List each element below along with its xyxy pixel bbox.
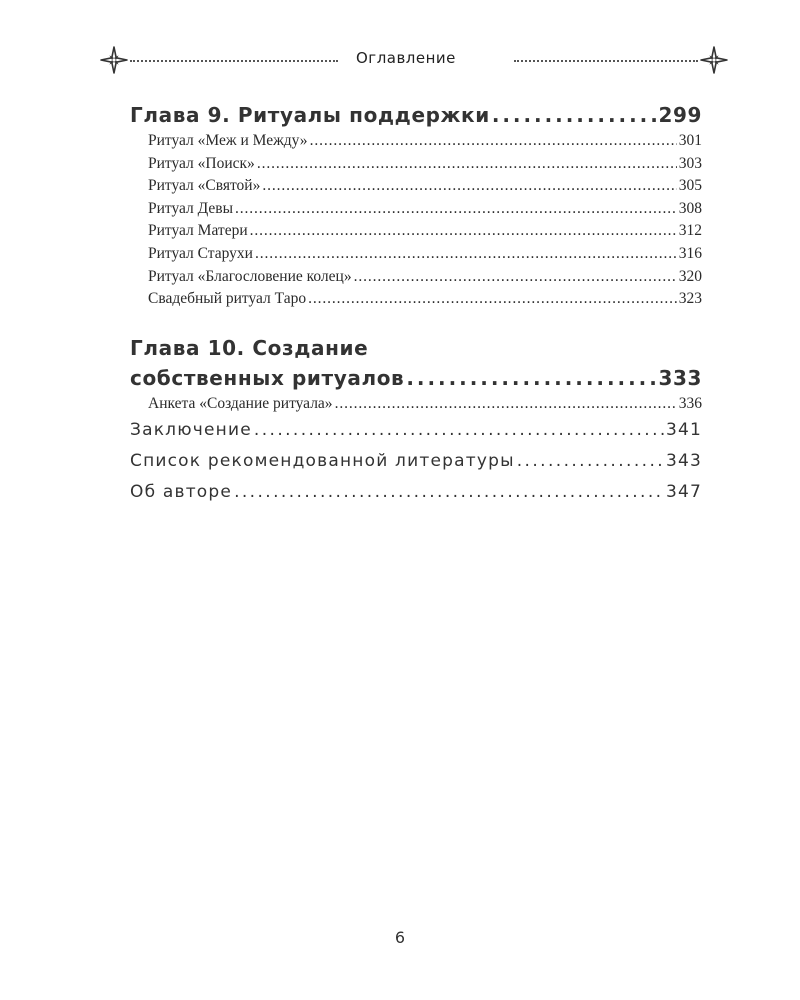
item-title: Ритуал «Поиск» <box>148 154 255 172</box>
compass-star-icon <box>100 46 128 74</box>
dot-leader <box>517 446 664 477</box>
dot-leader <box>257 153 677 176</box>
table-of-contents <box>130 100 702 508</box>
toc-chapter-9[interactable] <box>130 100 702 130</box>
dot-leader <box>255 243 677 266</box>
chapter-title-line1[interactable]: Глава 10. Создание <box>130 335 369 360</box>
item-page: 320 <box>678 267 702 285</box>
page-header <box>100 44 728 76</box>
entry-title: Заключение <box>130 420 252 441</box>
toc-entry-about-author[interactable] <box>130 477 702 508</box>
item-page: 308 <box>678 199 702 217</box>
dot-leader <box>262 175 676 198</box>
entry-page: 341 <box>665 420 702 441</box>
page-number: 6 <box>394 928 406 947</box>
header-rule-left <box>130 60 338 62</box>
toc-item[interactable] <box>130 266 702 289</box>
entry-title: Список рекомендованной литературы <box>130 451 515 472</box>
header-rule-right <box>514 60 698 62</box>
item-title: Свадебный ритуал Таро <box>148 290 307 308</box>
toc-item[interactable] <box>130 198 702 221</box>
item-title: Анкета «Создание ритуала» <box>148 394 333 412</box>
compass-star-icon <box>700 46 728 74</box>
toc-chapter-10[interactable] <box>130 363 702 393</box>
chapter-page: 333 <box>658 365 702 390</box>
item-title: Ритуал «Благословение колец» <box>148 267 352 285</box>
item-page: 336 <box>678 394 702 412</box>
toc-entry-bibliography[interactable] <box>130 446 702 477</box>
dot-leader <box>335 393 677 416</box>
item-page: 305 <box>678 177 702 195</box>
page-title: Оглавление <box>356 49 456 67</box>
dot-leader <box>492 100 657 130</box>
item-title: Ритуал Матери <box>148 222 248 240</box>
chapter-title-line2: собственных ритуалов <box>130 365 405 390</box>
entry-title: Об авторе <box>130 482 233 503</box>
toc-item[interactable] <box>130 175 702 198</box>
item-page: 301 <box>678 132 702 149</box>
entry-page: 343 <box>665 451 702 472</box>
item-page: 323 <box>678 290 702 308</box>
dot-leader <box>234 477 664 508</box>
toc-item[interactable] <box>130 220 702 243</box>
toc-item[interactable] <box>130 288 702 311</box>
item-page: 312 <box>678 222 702 240</box>
dot-leader <box>235 198 677 221</box>
toc-item[interactable] <box>130 153 702 176</box>
item-title: Ритуал «Святой» <box>148 177 261 195</box>
item-title: Ритуал Старухи <box>148 244 253 262</box>
toc-item[interactable] <box>130 393 702 416</box>
section-gap <box>130 311 702 333</box>
toc-item[interactable] <box>130 243 702 266</box>
toc-entry-conclusion[interactable] <box>130 415 702 446</box>
dot-leader <box>310 130 677 153</box>
chapter-page: 299 <box>658 103 702 127</box>
dot-leader <box>406 363 656 393</box>
dot-leader <box>250 220 677 243</box>
dot-leader <box>254 415 664 446</box>
item-page: 303 <box>678 154 702 172</box>
item-title: Ритуал Девы <box>148 199 234 217</box>
entry-page: 347 <box>665 482 702 503</box>
chapter-title: Глава 9. Ритуалы поддержки <box>130 103 490 127</box>
toc-item[interactable] <box>130 130 702 153</box>
item-title: Ритуал «Меж и Между» <box>148 132 308 149</box>
dot-leader <box>354 266 677 289</box>
item-page: 316 <box>678 244 702 262</box>
dot-leader <box>308 288 677 311</box>
